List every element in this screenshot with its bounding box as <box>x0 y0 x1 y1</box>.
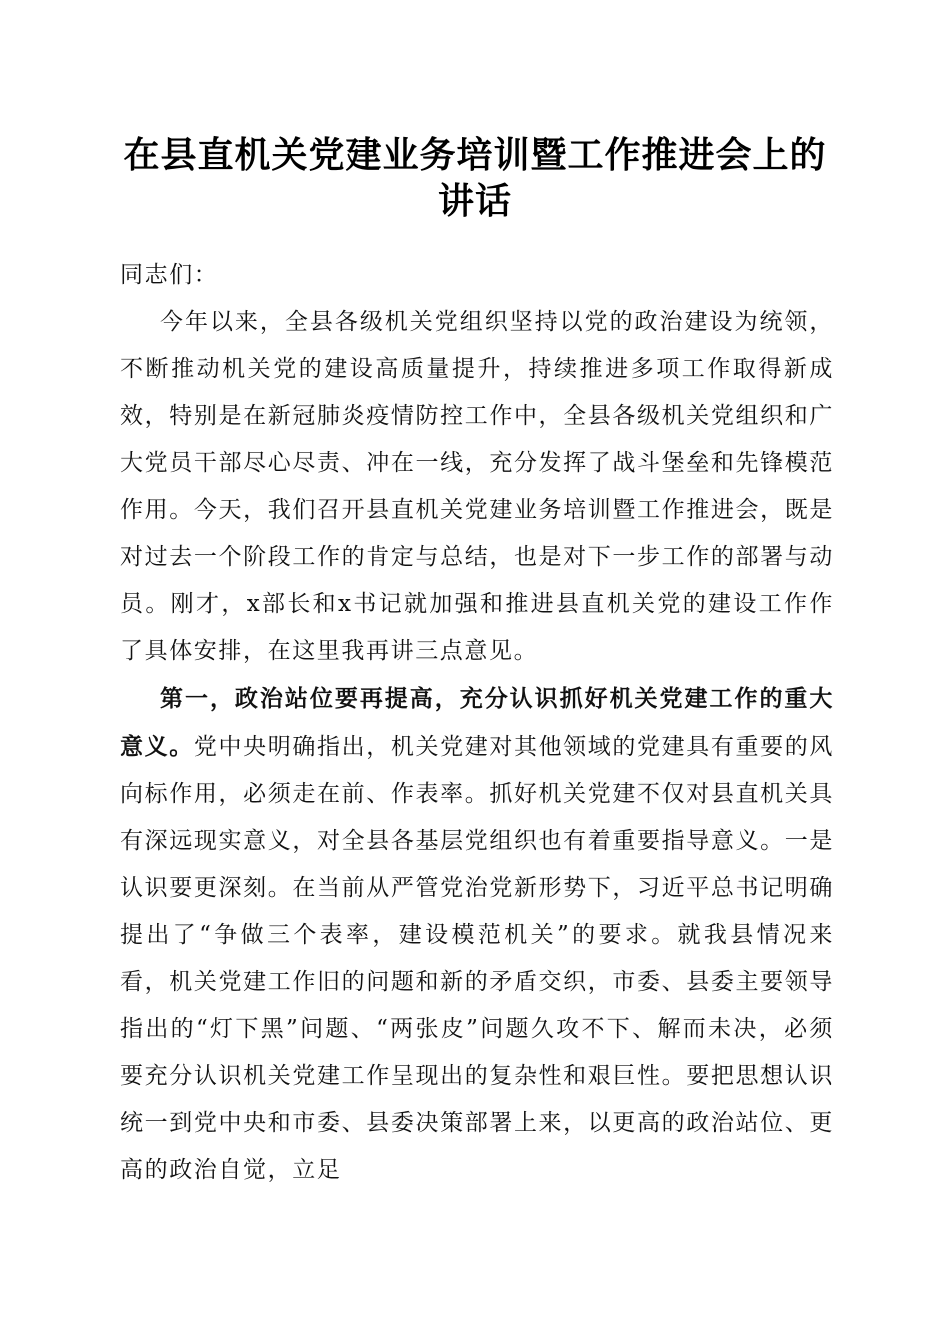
document-title: 在县直机关党建业务培训暨工作推进会上的讲话 <box>123 134 827 222</box>
salutation: 同志们： <box>120 262 219 288</box>
document-body <box>120 252 834 1194</box>
paragraph-point-one-text: 党中央明确指出，机关党建对其他领域的党建具有重要的风向标作用，必须走在前、作表率。抓好机关党建不仅对县直机关具有深远现实意义，对全县各基层党组织也有着重要指导意义。一是认识要更深刻。在当前从严管党治党新形势下，习近平总书记明确提出了“争做三个表率，建设模范机关”的要求。就我县情况来看，机关党建工作旧的问题和新的矛盾交织，市委、县委主要领导指出的“灯下黑”问题、“两张皮”问题久攻不下、解而未决，必须要充分认识机关党建工作呈现出的复杂性和艰巨性。要把思想认识统一到党中央和市委、县委决策部署上来，以更高的政治站位、更高的政治自觉，立足 <box>120 734 834 1183</box>
paragraph-point-one <box>120 675 834 1194</box>
paragraph-point-one-heading: 第一，政治站位要再提高，充分认识抓好机关党建工作的重大意义。 <box>120 685 834 760</box>
paragraph-intro: 今年以来，全县各级机关党组织坚持以党的政治建设为统领，不断推动机关党的建设高质量提升，持续推进多项工作取得新成效，特别是在新冠肺炎疫情防控工作中，全县各级机关党组织和广大党员干部尽心尽责、冲在一线，充分发挥了战斗堡垒和先锋模范作用。今天，我们召开县直机关党建业务培训暨工作推进会，既是对过去一个阶段工作的肯定与总结，也是对下一步工作的部署与动员。刚才，x部长和x书记就加强和推进县直机关党的建设工作作了具体安排，在这里我再讲三点意见。 <box>120 309 834 664</box>
